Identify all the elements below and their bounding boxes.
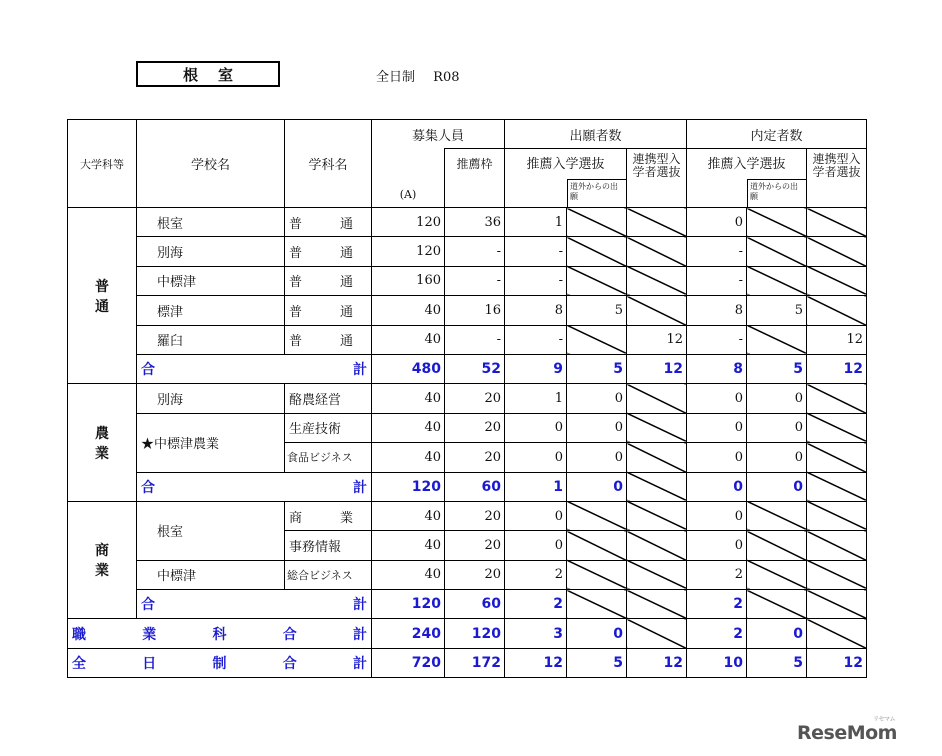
value-cell: 8 bbox=[505, 296, 567, 325]
value-cell: 5 bbox=[567, 296, 627, 325]
school-name: 根室 bbox=[137, 501, 285, 560]
value-cell: 12 bbox=[627, 648, 687, 677]
grand-total-row bbox=[68, 619, 867, 648]
value-cell: 36 bbox=[445, 208, 505, 237]
label-char: 制 bbox=[212, 656, 227, 673]
category-cell bbox=[68, 501, 137, 619]
header-offers-renkei: 連携型入学者選抜 bbox=[807, 149, 867, 208]
slashed-cell bbox=[807, 443, 867, 472]
subtotal-label bbox=[137, 472, 372, 501]
header-applicants-rec bbox=[505, 149, 627, 208]
header-recruit-a: (A) bbox=[372, 149, 445, 208]
dept-name bbox=[285, 325, 372, 354]
slashed-cell bbox=[807, 619, 867, 648]
header-recruit: 募集人員 bbox=[372, 120, 505, 149]
value-cell: 20 bbox=[445, 443, 505, 472]
dept-name bbox=[285, 413, 372, 442]
label-char: 全 bbox=[72, 656, 86, 673]
value-cell: 5 bbox=[747, 648, 807, 677]
resemom-logo bbox=[797, 716, 897, 744]
value-cell: 16 bbox=[445, 296, 505, 325]
subtotal-row bbox=[68, 472, 867, 501]
value-cell: 240 bbox=[372, 619, 445, 648]
dept-char: 通 bbox=[339, 304, 353, 320]
subtotal-label bbox=[137, 590, 372, 619]
slashed-cell bbox=[627, 443, 687, 472]
slashed-cell bbox=[807, 384, 867, 413]
slashed-cell bbox=[567, 531, 627, 560]
dept-name bbox=[285, 208, 372, 237]
slashed-cell bbox=[807, 472, 867, 501]
slashed-cell bbox=[807, 590, 867, 619]
value-cell: 0 bbox=[687, 472, 747, 501]
value-cell: 2 bbox=[505, 560, 567, 589]
slashed-cell bbox=[747, 501, 807, 530]
slashed-cell bbox=[747, 560, 807, 589]
value-cell: 12 bbox=[505, 648, 567, 677]
dept-char: 通 bbox=[339, 216, 353, 232]
dept-text: 生産技術 bbox=[289, 422, 342, 438]
category-char: 通 bbox=[95, 298, 109, 315]
rec-select-label: 推薦入学選抜 bbox=[707, 157, 786, 172]
dept-text: 食品ビジネス bbox=[287, 451, 353, 465]
label-char: 合 bbox=[141, 597, 155, 614]
category-char: 農 bbox=[95, 425, 109, 442]
logo-kana: リセマム bbox=[873, 716, 895, 723]
value-cell: 5 bbox=[567, 648, 627, 677]
table-row bbox=[68, 266, 867, 295]
outside-label: 道外からの出願 bbox=[747, 179, 806, 207]
header-applicants-renkei: 連携型入学者選抜 bbox=[627, 149, 687, 208]
slashed-cell bbox=[807, 501, 867, 530]
value-cell: 120 bbox=[445, 619, 505, 648]
grand-total-label bbox=[68, 619, 372, 648]
slashed-cell bbox=[627, 560, 687, 589]
header-offers-rec bbox=[687, 149, 807, 208]
school-name: 中標津 bbox=[137, 560, 285, 589]
value-cell: 2 bbox=[687, 619, 747, 648]
value-cell: - bbox=[445, 266, 505, 295]
dept-name bbox=[285, 531, 372, 560]
value-cell: 40 bbox=[372, 560, 445, 589]
outside-label: 道外からの出願 bbox=[567, 179, 626, 207]
value-cell: 20 bbox=[445, 501, 505, 530]
subtotal-label bbox=[137, 354, 372, 383]
label-char: 科 bbox=[212, 626, 227, 643]
value-cell: 40 bbox=[372, 384, 445, 413]
slashed-cell bbox=[807, 208, 867, 237]
slashed-cell bbox=[627, 296, 687, 325]
value-cell: 0 bbox=[687, 531, 747, 560]
value-cell: 0 bbox=[505, 413, 567, 442]
label-char: 計 bbox=[353, 479, 367, 496]
value-cell: 20 bbox=[445, 413, 505, 442]
dept-char: 業 bbox=[339, 510, 353, 526]
value-cell: 120 bbox=[372, 237, 445, 266]
value-cell: 1 bbox=[505, 472, 567, 501]
slashed-cell bbox=[627, 384, 687, 413]
value-cell: 2 bbox=[687, 590, 747, 619]
value-cell: 9 bbox=[505, 354, 567, 383]
value-cell: 720 bbox=[372, 648, 445, 677]
table-row bbox=[68, 296, 867, 325]
dept-text: 事務情報 bbox=[289, 539, 342, 555]
table-row bbox=[68, 208, 867, 237]
label-char: 合 bbox=[141, 479, 155, 496]
subtitle bbox=[376, 66, 474, 85]
dept-char: 普 bbox=[289, 334, 303, 350]
label-char: 計 bbox=[353, 656, 367, 673]
logo-text: ReseMom bbox=[797, 722, 897, 744]
dept-name bbox=[285, 443, 372, 472]
label-char: 日 bbox=[142, 656, 157, 673]
school-name: ★中標津農業 bbox=[137, 413, 285, 472]
value-cell: 1 bbox=[505, 384, 567, 413]
value-cell: 5 bbox=[567, 354, 627, 383]
label-char: 計 bbox=[353, 362, 367, 379]
value-cell: 0 bbox=[567, 472, 627, 501]
value-cell: 12 bbox=[807, 354, 867, 383]
value-cell: - bbox=[445, 237, 505, 266]
value-cell: 0 bbox=[567, 413, 627, 442]
value-cell: 0 bbox=[747, 619, 807, 648]
value-cell: 0 bbox=[747, 384, 807, 413]
grand-total-label bbox=[68, 648, 372, 677]
dept-char: 普 bbox=[289, 216, 303, 232]
slashed-cell bbox=[627, 237, 687, 266]
value-cell: 8 bbox=[687, 354, 747, 383]
value-cell: 0 bbox=[505, 501, 567, 530]
value-cell: 0 bbox=[687, 384, 747, 413]
slashed-cell bbox=[627, 208, 687, 237]
value-cell: 3 bbox=[505, 619, 567, 648]
slashed-cell bbox=[747, 590, 807, 619]
school-name: 中標津 bbox=[137, 266, 285, 295]
course-type: 全日制 bbox=[376, 70, 416, 85]
slashed-cell bbox=[807, 560, 867, 589]
value-cell: - bbox=[505, 325, 567, 354]
school-name: 羅臼 bbox=[137, 325, 285, 354]
value-cell: 0 bbox=[567, 619, 627, 648]
school-name: 根室 bbox=[137, 208, 285, 237]
slashed-cell bbox=[627, 413, 687, 442]
slashed-cell bbox=[567, 325, 627, 354]
school-name: 別海 bbox=[137, 237, 285, 266]
label-char: 合 bbox=[282, 626, 297, 643]
dept-char: 普 bbox=[289, 304, 303, 320]
category-char: 商 bbox=[95, 543, 109, 560]
value-cell: 2 bbox=[505, 590, 567, 619]
category-cell bbox=[68, 208, 137, 384]
header-applicants: 出願者数 bbox=[505, 120, 687, 149]
slashed-cell bbox=[807, 266, 867, 295]
dept-char: 普 bbox=[289, 275, 303, 291]
slashed-cell bbox=[567, 501, 627, 530]
slashed-cell bbox=[567, 237, 627, 266]
category-char: 普 bbox=[95, 278, 109, 295]
value-cell: 0 bbox=[567, 443, 627, 472]
value-cell: 5 bbox=[747, 354, 807, 383]
table-row bbox=[68, 501, 867, 530]
value-cell: 120 bbox=[372, 472, 445, 501]
value-cell: - bbox=[505, 237, 567, 266]
header-offers: 内定者数 bbox=[687, 120, 867, 149]
dept-char: 通 bbox=[339, 246, 353, 262]
region-title: 根室 bbox=[136, 61, 280, 87]
dept-name bbox=[285, 560, 372, 589]
label-char: 計 bbox=[353, 597, 367, 614]
slashed-cell bbox=[627, 266, 687, 295]
slashed-cell bbox=[807, 296, 867, 325]
slashed-cell bbox=[747, 237, 807, 266]
header-school: 学校名 bbox=[137, 120, 285, 208]
slashed-cell bbox=[807, 237, 867, 266]
slashed-cell bbox=[627, 531, 687, 560]
value-cell: 0 bbox=[747, 443, 807, 472]
value-cell: 172 bbox=[445, 648, 505, 677]
value-cell: 1 bbox=[505, 208, 567, 237]
value-cell: - bbox=[505, 266, 567, 295]
table-body bbox=[68, 208, 867, 678]
value-cell: - bbox=[687, 325, 747, 354]
value-cell: 0 bbox=[567, 384, 627, 413]
dept-char: 普 bbox=[289, 246, 303, 262]
dept-text: 酪農経営 bbox=[289, 393, 342, 409]
subtotal-row bbox=[68, 590, 867, 619]
dept-char: 通 bbox=[339, 275, 353, 291]
value-cell: 0 bbox=[687, 413, 747, 442]
value-cell: 40 bbox=[372, 296, 445, 325]
slashed-cell bbox=[567, 590, 627, 619]
table-row bbox=[68, 384, 867, 413]
value-cell: - bbox=[687, 266, 747, 295]
header-category: 大学科等 bbox=[68, 120, 137, 208]
label-char: 職 bbox=[72, 626, 86, 643]
value-cell: 20 bbox=[445, 531, 505, 560]
value-cell: 40 bbox=[372, 443, 445, 472]
rec-select-label: 推薦入学選抜 bbox=[526, 157, 605, 172]
category-cell bbox=[68, 384, 137, 502]
dept-char: 商 bbox=[289, 510, 303, 526]
value-cell: 480 bbox=[372, 354, 445, 383]
dept-char: 通 bbox=[339, 334, 353, 350]
dept-name bbox=[285, 501, 372, 530]
value-cell: 120 bbox=[372, 590, 445, 619]
slashed-cell bbox=[807, 413, 867, 442]
dept-name bbox=[285, 237, 372, 266]
slashed-cell bbox=[567, 560, 627, 589]
slashed-cell bbox=[627, 501, 687, 530]
year: R08 bbox=[433, 70, 460, 85]
label-char: 合 bbox=[141, 362, 155, 379]
value-cell: 12 bbox=[627, 354, 687, 383]
category-char: 業 bbox=[95, 563, 109, 580]
header-dept: 学科名 bbox=[285, 120, 372, 208]
slashed-cell bbox=[747, 531, 807, 560]
value-cell: 5 bbox=[747, 296, 807, 325]
table-row bbox=[68, 413, 867, 442]
value-cell: 20 bbox=[445, 384, 505, 413]
value-cell: 120 bbox=[372, 208, 445, 237]
value-cell: 0 bbox=[747, 472, 807, 501]
label-char: 合 bbox=[282, 656, 297, 673]
slashed-cell bbox=[627, 619, 687, 648]
value-cell: 40 bbox=[372, 531, 445, 560]
value-cell: 8 bbox=[687, 296, 747, 325]
value-cell: 60 bbox=[445, 472, 505, 501]
value-cell: 40 bbox=[372, 413, 445, 442]
value-cell: 0 bbox=[687, 501, 747, 530]
table-row bbox=[68, 325, 867, 354]
dept-name bbox=[285, 384, 372, 413]
label-char: 計 bbox=[353, 626, 367, 643]
dept-name bbox=[285, 296, 372, 325]
slashed-cell bbox=[747, 266, 807, 295]
value-cell: - bbox=[445, 325, 505, 354]
subtotal-row bbox=[68, 354, 867, 383]
dept-text: 総合ビジネス bbox=[287, 568, 353, 582]
value-cell: 2 bbox=[687, 560, 747, 589]
value-cell: 52 bbox=[445, 354, 505, 383]
table-row bbox=[68, 237, 867, 266]
value-cell: 0 bbox=[505, 443, 567, 472]
value-cell: 0 bbox=[687, 208, 747, 237]
slashed-cell bbox=[567, 208, 627, 237]
school-name: 標津 bbox=[137, 296, 285, 325]
admissions-table bbox=[67, 119, 867, 678]
value-cell: 12 bbox=[807, 325, 867, 354]
value-cell: 0 bbox=[505, 531, 567, 560]
grand-total-row bbox=[68, 648, 867, 677]
value-cell: 40 bbox=[372, 501, 445, 530]
slashed-cell bbox=[627, 590, 687, 619]
value-cell: 12 bbox=[627, 325, 687, 354]
label-char: 業 bbox=[142, 626, 157, 643]
value-cell: 12 bbox=[807, 648, 867, 677]
table-row bbox=[68, 560, 867, 589]
value-cell: - bbox=[687, 237, 747, 266]
value-cell: 0 bbox=[687, 443, 747, 472]
value-cell: 60 bbox=[445, 590, 505, 619]
category-char: 業 bbox=[95, 445, 109, 462]
slashed-cell bbox=[747, 325, 807, 354]
slashed-cell bbox=[627, 472, 687, 501]
value-cell: 40 bbox=[372, 325, 445, 354]
slashed-cell bbox=[747, 208, 807, 237]
value-cell: 160 bbox=[372, 266, 445, 295]
value-cell: 0 bbox=[747, 413, 807, 442]
header-recruit-rec: 推薦枠 bbox=[445, 149, 505, 208]
value-cell: 10 bbox=[687, 648, 747, 677]
school-name: 別海 bbox=[137, 384, 285, 413]
slashed-cell bbox=[807, 531, 867, 560]
dept-name bbox=[285, 266, 372, 295]
value-cell: 20 bbox=[445, 560, 505, 589]
slashed-cell bbox=[567, 266, 627, 295]
